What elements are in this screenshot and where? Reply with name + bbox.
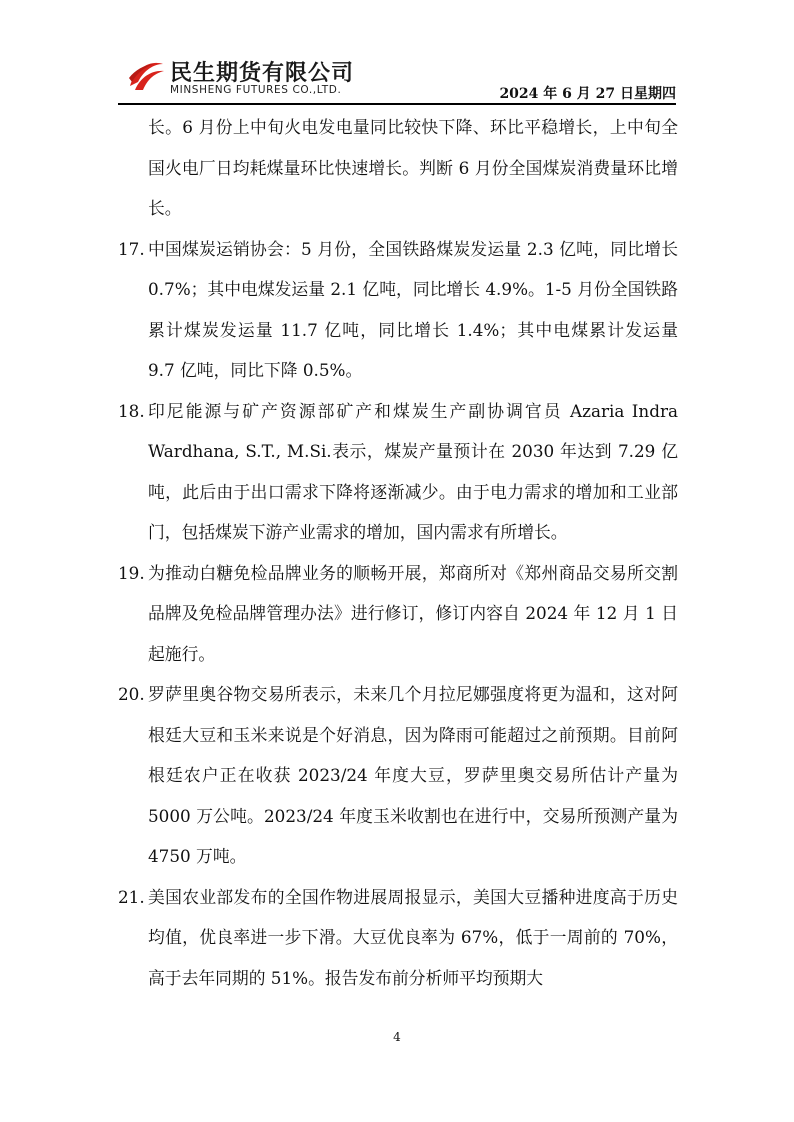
news-item-19 — [118, 553, 678, 675]
item-number: 18. — [118, 400, 145, 421]
page-header — [118, 50, 676, 104]
report-date: 2024 年 6 月 27 日星期四 — [499, 86, 676, 102]
item-text: 美国农业部发布的全国作物进展周报显示，美国大豆播种进度高于历史均值，优良率进一步下滑。大豆优良率为 67%，低于一周前的 70%，高于去年同期的 51%。报告发布前分析师平均预期大 — [148, 886, 678, 988]
news-item-20 — [118, 674, 678, 877]
company-name-cn: 民生期货有限公司 — [170, 61, 355, 86]
item-number: 21. — [118, 886, 145, 907]
item-text: 中国煤炭运销协会：5 月份，全国铁路煤炭发运量 2.3 亿吨，同比增长 0.7%；其中电煤发运量 2.1 亿吨，同比增长 4.9%。1-5 月份全国铁路累计煤炭发运量 11.7 亿吨，同比增长 1.4%；其中电煤累计发运量 9.7 亿吨，同比下降 0.5%。 — [148, 238, 678, 380]
news-item-18 — [118, 391, 678, 553]
page-number: 4 — [393, 1030, 401, 1044]
item-text: 为推动白糖免检品牌业务的顺畅开展，郑商所对《郑州商品交易所交割品牌及免检品牌管理办法》进行修订，修订内容自 2024 年 12 月 1 日起施行。 — [148, 562, 678, 664]
minsheng-logo-icon — [126, 56, 166, 96]
item-number: 17. — [118, 238, 145, 259]
header-divider — [118, 103, 676, 105]
continuation-paragraph: 长。6 月份上中旬火电发电量同比较快下降、环比平稳增长，上中旬全国火电厂日均耗煤量环比快速增长。判断 6 月份全国煤炭消费量环比增长。 — [148, 117, 678, 218]
company-name-en: MINSHENG FUTURES CO.,LTD. — [170, 84, 342, 96]
item-number: 19. — [118, 562, 145, 583]
document-body — [118, 107, 678, 998]
news-item-21 — [118, 877, 678, 999]
item-number: 20. — [118, 684, 145, 704]
item-text: 印尼能源与矿产资源部矿产和煤炭生产副协调官员 Azaria Indra Wardhana, S.T., M.Si.表示，煤炭产量预计在 2030 年达到 7.29 亿吨，此后由于出口需求下降将逐渐减少。由于电力需求的增加和工业部门，包括煤炭下游产业需求的增加，国内需求有所增长。 — [148, 400, 678, 542]
news-item-17 — [118, 229, 678, 391]
item-text: 罗萨里奥谷物交易所表示，未来几个月拉尼娜强度将更为温和，这对阿根廷大豆和玉米来说是个好消息，因为降雨可能超过之前预期。目前阿根廷农户正在收获 2023/24 年度大豆，罗萨里奥交易所估计产量为 5000 万公吨。2023/24 年度玉米收割也在进行中，交易所预测产量为 4750 万吨。 — [148, 684, 678, 866]
